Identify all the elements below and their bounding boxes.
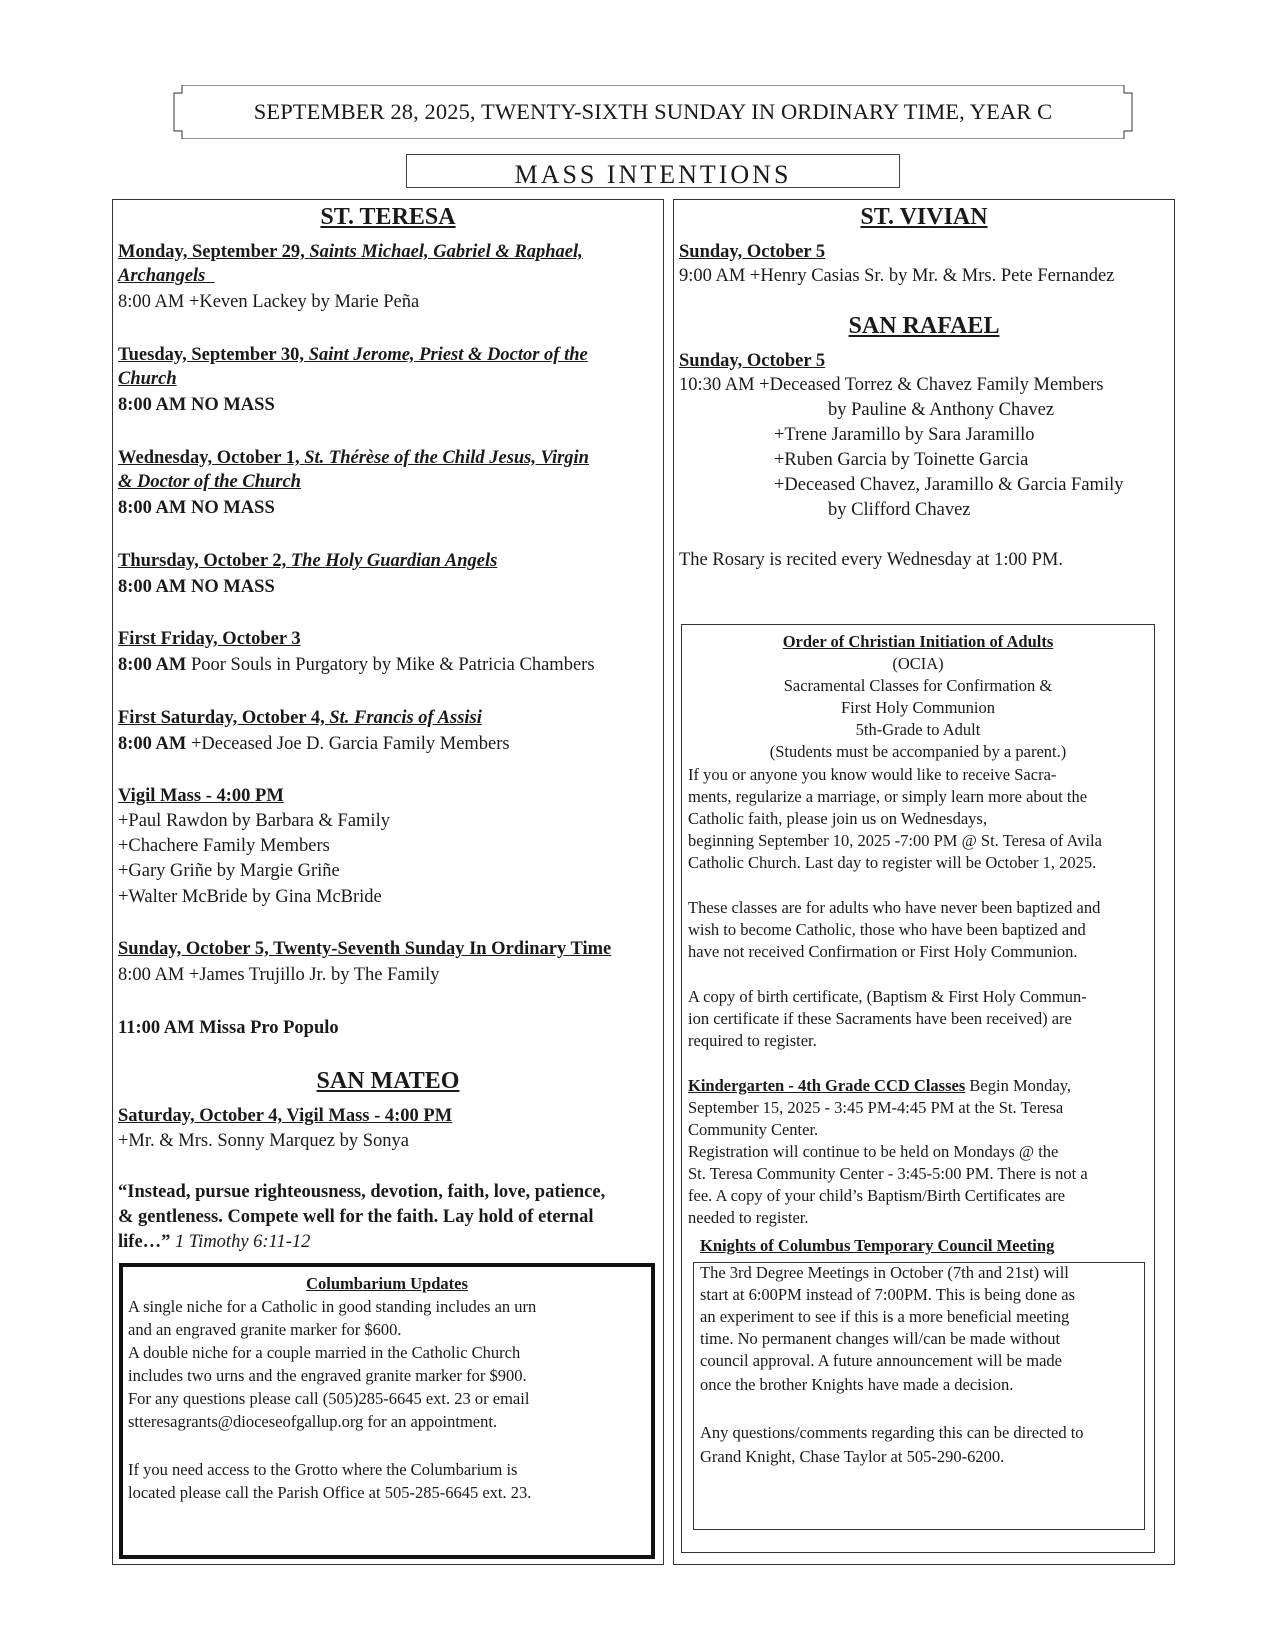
- knights-contact-2: Grand Knight, Chase Taylor at 505-290-6200.: [700, 1447, 1005, 1466]
- sunday-mass-2: 11:00 AM Missa Pro Populo: [118, 1018, 339, 1038]
- ocia-para2-line-2: wish to become Catholic, those who have been baptized and: [688, 920, 1086, 939]
- ccd-line-4: St. Teresa Community Center - 3:45-5:00 PM. There is not a: [688, 1164, 1088, 1183]
- friday-mass: 8:00 AM Poor Souls in Purgatory by Mike & Patricia Chambers: [118, 655, 595, 675]
- ccd-line-5: fee. A copy of your child’s Baptism/Birth Certificates are: [688, 1186, 1066, 1205]
- san-mateo-intention: +Mr. & Mrs. Sonny Marquez by Sonya: [118, 1131, 410, 1151]
- knights-line-6: once the brother Knights have made a decision.: [700, 1375, 1014, 1394]
- grotto-text-1: If you need access to the Grotto where the Columbarium is: [128, 1460, 518, 1479]
- wednesday-mass: 8:00 AM NO MASS: [118, 498, 275, 518]
- monday-heading-cont: Archangels: [118, 266, 206, 286]
- knights-line-5: council approval. A future announcement will be made: [700, 1351, 1062, 1370]
- wednesday-heading-cont: & Doctor of the Church: [118, 472, 301, 492]
- rosary-notice: The Rosary is recited every Wednesday at 1:00 PM.: [679, 550, 1064, 570]
- ocia-para1-line-1: If you or anyone you know would like to receive Sacra-: [688, 765, 1057, 784]
- ocia-title: Order of Christian Initiation of Adults: [782, 632, 1054, 651]
- mass-intentions-title: MASS INTENTIONS: [406, 154, 900, 188]
- ccd-heading: Kindergarten - 4th Grade CCD Classes Begin Monday,: [688, 1076, 1071, 1095]
- saturday-heading: First Saturday, October 4, St. Francis of Assisi: [118, 708, 482, 728]
- ocia-para3-line-3: required to register.: [688, 1031, 817, 1050]
- san-rafael-title: SAN RAFAEL: [848, 313, 1000, 339]
- grotto-text-2: located please call the Parish Office at 505-285-6645 ext. 23.: [128, 1483, 532, 1502]
- knights-line-1: The 3rd Degree Meetings in October (7th and 21st) will: [700, 1263, 1069, 1282]
- tuesday-heading: Tuesday, September 30, Saint Jerome, Priest & Doctor of the: [118, 345, 588, 365]
- ocia-para3-line-2: ion certificate if these Sacraments have been received) are: [688, 1009, 1072, 1028]
- knights-title: Knights of Columbus Temporary Council Meeting: [700, 1236, 1055, 1255]
- ccd-line-2: Community Center.: [688, 1120, 819, 1139]
- knights-line-4: time. No permanent changes will/can be made without: [700, 1329, 1061, 1348]
- vigil-intention-2: +Chachere Family Members: [118, 836, 330, 856]
- wednesday-heading: Wednesday, October 1, St. Thérèse of the Child Jesus, Virgin: [118, 448, 589, 468]
- columbarium-text-4: includes two urns and the engraved granite marker for $900.: [128, 1366, 527, 1385]
- thursday-heading: Thursday, October 2, The Holy Guardian Angels: [118, 551, 498, 571]
- san-rafael-intention-5: +Deceased Chavez, Jaramillo & Garcia Family: [774, 475, 1124, 495]
- monday-mass: 8:00 AM +Keven Lackey by Marie Peña: [118, 292, 420, 312]
- san-mateo-title: SAN MATEO: [316, 1068, 460, 1094]
- date-banner: [168, 85, 1138, 139]
- columbarium-text-1: A single niche for a Catholic in good standing includes an urn: [128, 1297, 537, 1316]
- ocia-grades: 5th-Grade to Adult: [855, 720, 981, 739]
- columbarium-email[interactable]: stteresagrants@dioceseofgallup.org for an appointment.: [128, 1412, 498, 1431]
- ccd-line-6: needed to register.: [688, 1208, 809, 1227]
- knights-contact-1: Any questions/comments regarding this can be directed to: [700, 1423, 1084, 1442]
- ocia-para1-line-4: beginning September 10, 2025 -7:00 PM @ St. Teresa of Avila: [688, 831, 1102, 850]
- tuesday-mass: 8:00 AM NO MASS: [118, 395, 275, 415]
- ocia-acronym: (OCIA): [892, 654, 944, 673]
- saturday-mass: 8:00 AM +Deceased Joe D. Garcia Family Members: [118, 734, 510, 754]
- san-rafael-intention-1: 10:30 AM +Deceased Torrez & Chavez Family Members: [679, 375, 1104, 395]
- ocia-parent-note: (Students must be accompanied by a parent.): [769, 742, 1067, 761]
- ocia-para3-line-1: A copy of birth certificate, (Baptism & First Holy Commun-: [688, 987, 1087, 1006]
- columbarium-text-5: For any questions please call (505)285-6645 ext. 23 or email: [128, 1389, 530, 1408]
- monday-heading: Monday, September 29, Saints Michael, Gabriel & Raphael,: [118, 242, 583, 262]
- st-vivian-heading: Sunday, October 5: [679, 242, 826, 262]
- vigil-intention-1: +Paul Rawdon by Barbara & Family: [118, 811, 390, 831]
- st-vivian-intention: 9:00 AM +Henry Casias Sr. by Mr. & Mrs. Pete Fernandez: [679, 266, 1115, 286]
- san-rafael-intention-4: +Ruben Garcia by Toinette Garcia: [774, 450, 1029, 470]
- vigil-heading: Vigil Mass - 4:00 PM: [118, 786, 284, 806]
- friday-heading: First Friday, October 3: [118, 629, 301, 649]
- ccd-line-1: September 15, 2025 - 3:45 PM-4:45 PM at the St. Teresa: [688, 1098, 1064, 1117]
- st-vivian-title: ST. VIVIAN: [860, 204, 988, 230]
- sunday-heading: Sunday, October 5, Twenty-Seventh Sunday In Ordinary Time: [118, 939, 612, 959]
- columbarium-text-3: A double niche for a couple married in the Catholic Church: [128, 1343, 521, 1362]
- ocia-para2-line-1: These classes are for adults who have never been baptized and: [688, 898, 1101, 917]
- knights-line-3: an experiment to see if this is a more beneficial meeting: [700, 1307, 1070, 1326]
- vigil-intention-3: +Gary Griñe by Margie Griñe: [118, 861, 340, 881]
- san-rafael-heading: Sunday, October 5: [679, 351, 826, 371]
- san-rafael-intention-6: by Clifford Chavez: [828, 500, 971, 520]
- ocia-para2-line-3: have not received Confirmation or First Holy Communion.: [688, 942, 1078, 961]
- banner-text: SEPTEMBER 28, 2025, TWENTY-SIXTH SUNDAY IN ORDINARY TIME, YEAR C: [253, 99, 1053, 124]
- quote-line-3: life…” 1 Timothy 6:11-12: [118, 1232, 311, 1252]
- columbarium-title: Columbarium Updates: [306, 1274, 468, 1293]
- sunday-mass-1: 8:00 AM +James Trujillo Jr. by The Family: [118, 965, 440, 985]
- knights-line-2: start at 6:00PM instead of 7:00PM. This is being done as: [700, 1285, 1076, 1304]
- ocia-para1-line-2: ments, regularize a marriage, or simply learn more about the: [688, 787, 1088, 806]
- san-rafael-intention-3: +Trene Jaramillo by Sara Jaramillo: [774, 425, 1035, 445]
- san-mateo-heading: Saturday, October 4, Vigil Mass - 4:00 PM: [118, 1106, 453, 1126]
- ccd-line-3: Registration will continue to be held on Mondays @ the: [688, 1142, 1059, 1161]
- quote-line-2: & gentleness. Compete well for the faith. Lay hold of eternal: [118, 1207, 594, 1227]
- san-rafael-intention-2: by Pauline & Anthony Chavez: [828, 400, 1055, 420]
- columbarium-text-2: and an engraved granite marker for $600.: [128, 1320, 402, 1339]
- tuesday-heading-cont: Church: [118, 369, 177, 389]
- ocia-subtitle-1: Sacramental Classes for Confirmation &: [783, 676, 1053, 695]
- thursday-mass: 8:00 AM NO MASS: [118, 577, 275, 597]
- quote-line-1: “Instead, pursue righteousness, devotion, faith, love, patience,: [118, 1182, 606, 1202]
- st-teresa-title: ST. TERESA: [320, 204, 456, 230]
- ocia-subtitle-2: First Holy Communion: [840, 698, 996, 717]
- ocia-para1-line-5: Catholic Church. Last day to register will be October 1, 2025.: [688, 853, 1097, 872]
- vigil-intention-4: +Walter McBride by Gina McBride: [118, 887, 382, 907]
- ocia-para1-line-3: Catholic faith, please join us on Wednesdays,: [688, 809, 987, 828]
